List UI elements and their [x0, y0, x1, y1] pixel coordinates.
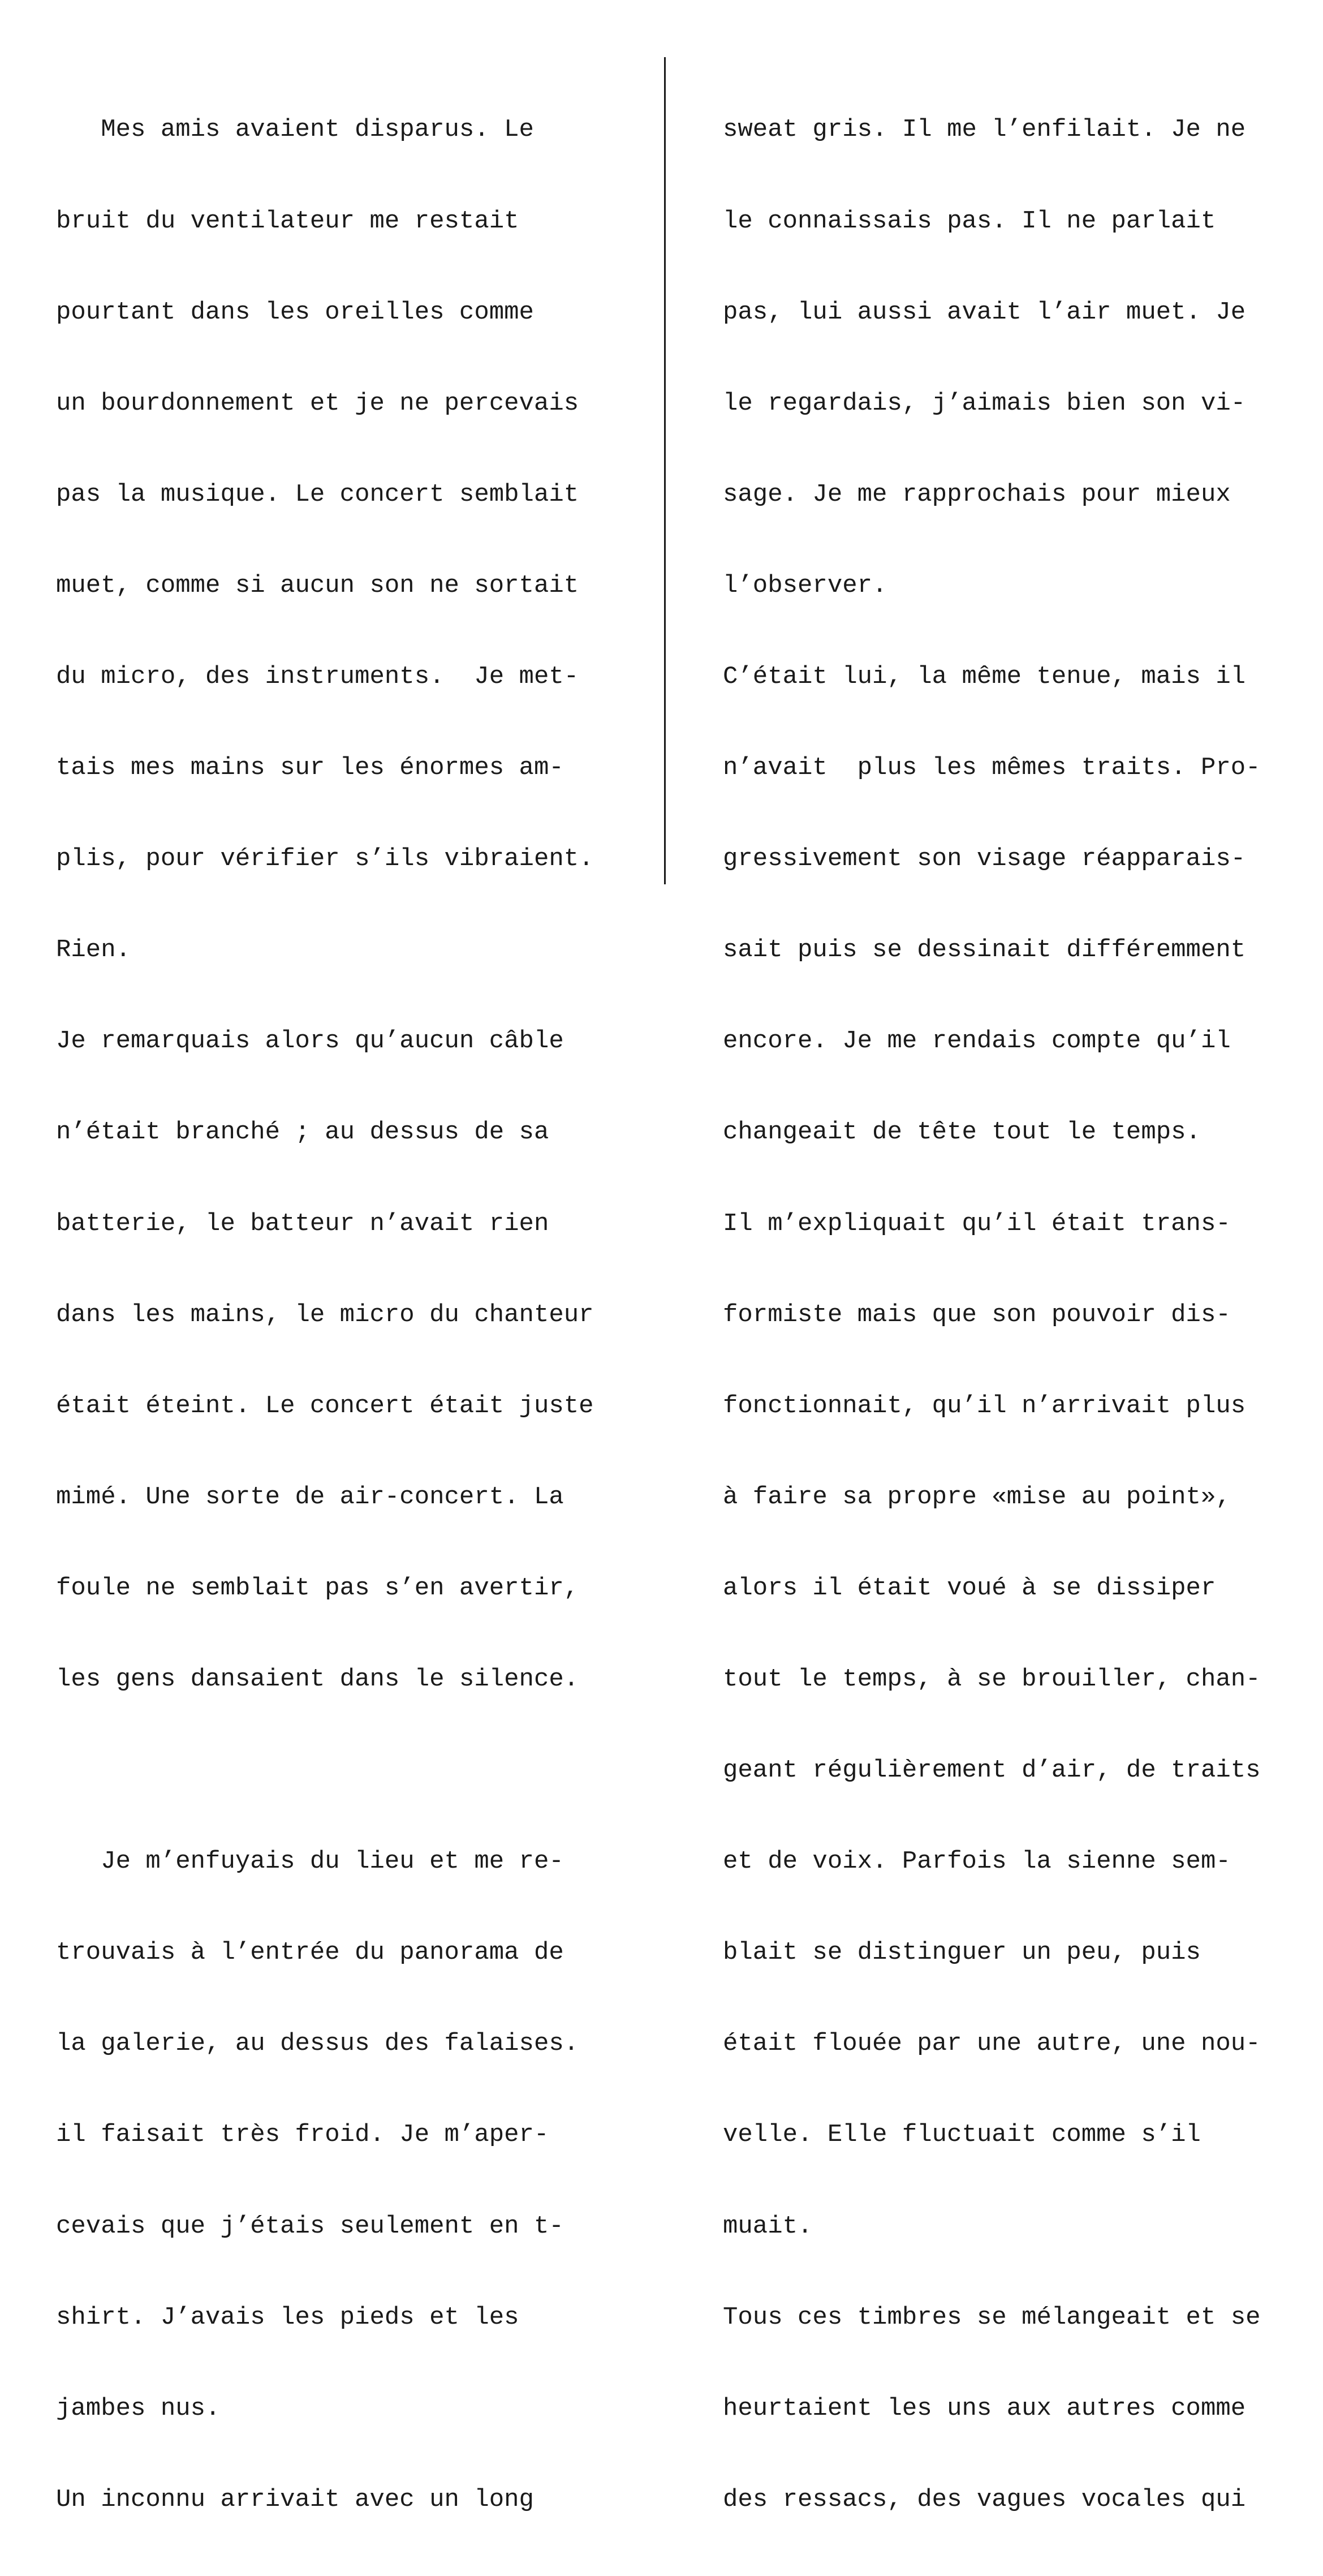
text-line: tais mes mains sur les énormes am-: [56, 754, 564, 782]
text-line: le connaissais pas. Il ne parlait: [723, 207, 1216, 235]
text-line: batterie, le batteur n’avait rien: [56, 1209, 549, 1238]
text-line: changeait de tête tout le temps.: [723, 1118, 1201, 1147]
text-line: cevais que j’étais seulement en t-: [56, 2212, 564, 2240]
text-line: mimé. Une sorte de air-concert. La: [56, 1482, 564, 1511]
blank-line: [56, 1756, 633, 1786]
text-line: geant régulièrement d’air, de traits: [723, 1756, 1261, 1785]
text-line: était flouée par une autre, une nou-: [723, 2029, 1261, 2058]
text-line: l’observer.: [723, 571, 887, 600]
text-line: trouvais à l’entrée du panorama de: [56, 1938, 564, 1967]
text-line: heurtaient les uns aux autres comme: [723, 2394, 1246, 2423]
column-divider: [664, 57, 666, 884]
text-line: blait se distinguer un peu, puis: [723, 1938, 1201, 1967]
text-line: et de voix. Parfois la sienne sem-: [723, 1847, 1231, 1876]
text-line: pas la musique. Le concert semblait: [56, 480, 579, 509]
text-line: jambes nus.: [56, 2394, 221, 2423]
text-line: pas, lui aussi avait l’air muet. Je: [723, 298, 1246, 326]
text-line: n’était branché ; au dessus de sa: [56, 1118, 549, 1147]
text-line: sage. Je me rapprochais pour mieux: [723, 480, 1231, 509]
left-text-column: [56, 54, 633, 2576]
text-line: le regardais, j’aimais bien son vi-: [723, 389, 1246, 418]
text-line: alors il était voué à se dissiper: [723, 1573, 1216, 1602]
text-line: les gens dansaient dans le silence.: [56, 1665, 579, 1693]
text-line: shirt. J’avais les pieds et les: [56, 2303, 519, 2332]
text-line: Je m’enfuyais du lieu et me re-: [56, 1847, 564, 1876]
text-line: Tous ces timbres se mélangeait et se: [723, 2303, 1261, 2332]
text-line: gressivement son visage réapparais-: [723, 845, 1246, 874]
text-line: formiste mais que son pouvoir dis-: [723, 1300, 1231, 1329]
text-line: pourtant dans les oreilles comme: [56, 298, 534, 326]
text-line: Rien.: [56, 936, 131, 965]
text-line: foule ne semblait pas s’en avertir,: [56, 1573, 579, 1602]
text-line: n’avait plus les mêmes traits. Pro-: [723, 754, 1261, 782]
text-line: il faisait très froid. Je m’aper-: [56, 2121, 549, 2149]
text-line: dans les mains, le micro du chanteur: [56, 1300, 594, 1329]
text-line: encore. Je me rendais compte qu’il: [723, 1027, 1231, 1056]
text-line: des ressacs, des vagues vocales qui: [723, 2485, 1246, 2514]
text-line: à faire sa propre «mise au point»,: [723, 1482, 1231, 1511]
text-line: velle. Elle fluctuait comme s’il: [723, 2121, 1201, 2149]
text-line: sweat gris. Il me l’enfilait. Je ne: [723, 115, 1246, 144]
text-line: Mes amis avaient disparus. Le: [56, 115, 534, 144]
text-line: muait.: [723, 2212, 813, 2240]
right-text-column: [723, 54, 1300, 2576]
text-line: Un inconnu arrivait avec un long: [56, 2485, 534, 2514]
text-line: fonctionnait, qu’il n’arrivait plus: [723, 1391, 1246, 1420]
text-line: la galerie, au dessus des falaises.: [56, 2029, 579, 2058]
text-line: du micro, des instruments. Je met-: [56, 662, 579, 691]
text-line: un bourdonnement et je ne percevais: [56, 389, 579, 418]
text-line: sait puis se dessinait différemment: [723, 936, 1246, 965]
text-line: bruit du ventilateur me restait: [56, 207, 519, 235]
text-line: muet, comme si aucun son ne sortait: [56, 571, 579, 600]
text-line: C’était lui, la même tenue, mais il: [723, 662, 1246, 691]
text-line: plis, pour vérifier s’ils vibraient.: [56, 845, 594, 874]
text-line: Il m’expliquait qu’il était trans-: [723, 1209, 1231, 1238]
text-line: était éteint. Le concert était juste: [56, 1391, 594, 1420]
text-line: Je remarquais alors qu’aucun câble: [56, 1027, 564, 1056]
text-line: tout le temps, à se brouiller, chan-: [723, 1665, 1261, 1693]
